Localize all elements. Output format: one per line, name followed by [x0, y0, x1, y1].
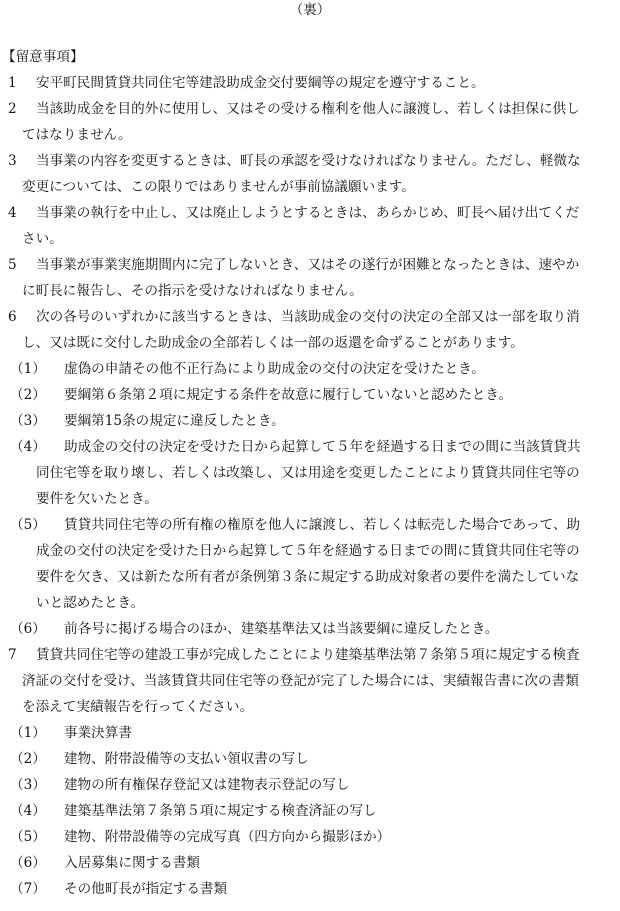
section-heading: 【留意事項】: [2, 49, 84, 65]
note-text: 当事業の執行を中止し、又は廃止しようとするときは、あらかじめ、町長へ届け出てくだ: [36, 205, 580, 221]
item-number: 6: [8, 309, 17, 325]
note-text: てはなりません。: [22, 127, 132, 143]
note-line: [0, 278, 620, 304]
note-text: 同住宅等を取り壊し、若しくは改築し、又は用途を変更したことにより賃貸共同住宅等の: [36, 465, 580, 481]
note-text: 入居募集に関する書類: [64, 855, 200, 871]
item-number: 1: [8, 75, 17, 91]
note-line: [0, 668, 620, 694]
note-line: [0, 850, 620, 876]
note-line: [0, 486, 620, 512]
note-line: [0, 434, 620, 460]
sub-item-number: （5）: [10, 829, 46, 845]
item-number: 7: [8, 647, 17, 663]
note-text: 賃貸共同住宅等の建設工事が完成したことにより建築基準法第７条第５項に規定する検査: [36, 647, 580, 663]
note-line: [0, 252, 620, 278]
note-text: 要綱第６条第２項に規定する条件を故意に履行していないと認めたとき。: [64, 387, 513, 403]
note-line: [0, 824, 620, 850]
note-line: [0, 772, 620, 798]
note-line: [0, 174, 620, 200]
note-text: 安平町民間賃貸共同住宅等建設助成金交付要綱等の規定を遵守すること。: [36, 75, 485, 91]
sub-item-number: （6）: [10, 621, 46, 637]
note-line: [0, 330, 620, 356]
note-line: [0, 148, 620, 174]
note-text: 要件を欠き、又は新たな所有者が条例第３条に規定する助成対象者の要件を満たしていな: [36, 569, 580, 585]
note-text: 前各号に掲げる場合のほか、建築基準法又は当該要綱に違反したとき。: [64, 621, 499, 637]
page-side-label: （裏）: [289, 2, 331, 18]
note-line: [0, 590, 620, 616]
note-line: [0, 642, 620, 668]
item-number: 5: [8, 257, 17, 273]
note-text: さい。: [22, 231, 63, 247]
item-number: 4: [8, 205, 17, 221]
note-line: [0, 226, 620, 252]
note-text: 建物の所有権保存登記又は建物表示登記の写し: [64, 777, 350, 793]
sub-item-number: （4）: [10, 439, 46, 455]
note-line: [0, 382, 620, 408]
note-text: 当事業の内容を変更するときは、町長の承認を受けなければなりません。ただし、軽微な: [36, 153, 581, 169]
note-line: [0, 304, 620, 330]
note-text: 助成金の交付の決定を受けた日から起算して５年を経過する日までの間に当該賃貸共: [64, 439, 581, 455]
note-line: [0, 356, 620, 382]
note-line: [0, 616, 620, 642]
note-line: [0, 96, 620, 122]
note-line: [0, 694, 620, 720]
note-text: その他町長が指定する書類: [64, 881, 228, 897]
sub-item-number: （6）: [10, 855, 46, 871]
sub-item-number: （2）: [10, 387, 46, 403]
note-line: [0, 512, 620, 538]
note-line: [0, 720, 620, 746]
note-text: 建築基準法第７条第５項に規定する検査済証の写し: [64, 803, 377, 819]
note-line: [0, 408, 620, 434]
note-line: [0, 460, 620, 486]
note-text: 賃貸共同住宅等の所有権の権原を他人に譲渡し、若しくは転売した場合であって、助: [64, 517, 581, 533]
note-line: [0, 70, 620, 96]
note-text: 要件を欠いたとき。: [36, 491, 158, 507]
sub-item-number: （3）: [10, 413, 46, 429]
note-text: を添えて実績報告を行ってください。: [22, 699, 254, 715]
note-text: 済証の交付を受け、当該賃貸共同住宅等の登記が完了した場合には、実績報告書に次の書類: [22, 673, 579, 689]
note-text: に町長に報告し、その指示を受けなければなりません。: [22, 283, 363, 299]
note-line: [0, 746, 620, 772]
sub-item-number: （5）: [10, 517, 46, 533]
note-text: 要綱第15条の規定に違反したとき。: [64, 413, 285, 429]
note-text: 事業決算書: [64, 725, 132, 741]
note-text: 当事業が事業実施期間内に完了しないとき、又はその遂行が困難となったときは、速やか: [36, 257, 580, 273]
sub-item-number: （2）: [10, 751, 46, 767]
sub-item-number: （1）: [10, 725, 46, 741]
notes-list: [0, 70, 620, 902]
note-text: 建物、附帯設備等の支払い領収書の写し: [64, 751, 309, 767]
note-text: 虚偽の申請その他不正行為により助成金の交付の決定を受けたとき。: [64, 361, 485, 377]
note-text: 次の各号のいずれかに該当するときは、当該助成金の交付の決定の全部又は一部を取り消: [36, 309, 580, 325]
note-line: [0, 538, 620, 564]
note-text: 建物、附帯設備等の完成写真（四方向から撮影ほか）: [64, 829, 391, 845]
note-line: [0, 798, 620, 824]
note-text: 成金の交付の決定を受けた日から起算して５年を経過する日までの間に賃貸共同住宅等の: [36, 543, 580, 559]
note-line: [0, 200, 620, 226]
note-text: 変更については、この限りではありませんが事前協議願います。: [22, 179, 415, 195]
item-number: 2: [8, 101, 17, 117]
sub-item-number: （1）: [10, 361, 46, 377]
sub-item-number: （4）: [10, 803, 46, 819]
note-line: [0, 564, 620, 590]
note-line: [0, 876, 620, 902]
sub-item-number: （3）: [10, 777, 46, 793]
note-line: [0, 122, 620, 148]
note-text: いと認めたとき。: [36, 595, 145, 611]
sub-item-number: （7）: [10, 881, 46, 897]
item-number: 3: [8, 153, 17, 169]
note-text: し、又は既に交付した助成金の全部若しくは一部の返還を命ずることがあります。: [22, 335, 524, 351]
note-text: 当該助成金を目的外に使用し、又はその受ける権利を他人に譲渡し、若しくは担保に供し: [36, 101, 580, 117]
